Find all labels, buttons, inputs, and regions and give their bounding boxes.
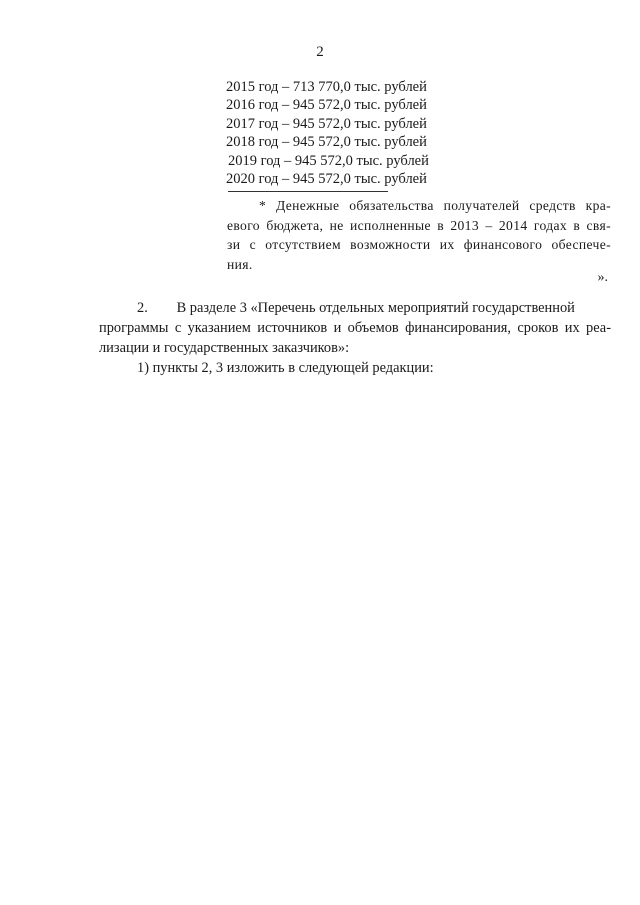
footnote-line: зи с отсутствием возможности их финансового обеспече- bbox=[227, 237, 611, 252]
funding-by-year-list bbox=[226, 78, 456, 188]
item-2-first-line bbox=[99, 298, 611, 318]
funding-line-2019: 2019 год – 945 572,0 тыс. рублей bbox=[228, 152, 429, 169]
item-number: 2. bbox=[137, 300, 148, 316]
funding-line-2015: 2015 год – 713 770,0 тыс. рублей bbox=[226, 79, 427, 95]
footnote-line: евого бюджета, не исполненные в 2013 – 2014 годах в свя- bbox=[227, 217, 611, 233]
footnote-line: ния. bbox=[227, 256, 253, 272]
page-number: 2 bbox=[316, 44, 324, 60]
amendment-item-2 bbox=[99, 298, 611, 378]
item-2-text-line: В разделе 3 «Перечень отдельных мероприятий государственной bbox=[176, 300, 575, 316]
funding-line-2016: 2016 год – 945 572,0 тыс. рублей bbox=[226, 97, 427, 114]
item-2-text-line: лизации и государственных заказчиков»: bbox=[99, 340, 350, 356]
footnote-line: * Денежные обязательства получателей средств кра- bbox=[259, 198, 611, 213]
funding-line-2017: 2017 год – 945 572,0 тыс. рублей bbox=[226, 115, 427, 132]
closing-quote: ». bbox=[597, 270, 608, 285]
item-2-text-line: программы с указанием источников и объемов финансирования, сроков их реа- bbox=[99, 320, 611, 336]
sub-item-1: 1) пункты 2, 3 изложить в следующей редакции: bbox=[137, 360, 434, 376]
footnote bbox=[227, 196, 611, 274]
funding-line-2018: 2018 год – 945 572,0 тыс. рублей bbox=[226, 134, 427, 151]
footnote-separator bbox=[228, 191, 388, 192]
funding-line-2020: 2020 год – 945 572,0 тыс. рублей bbox=[226, 171, 427, 188]
